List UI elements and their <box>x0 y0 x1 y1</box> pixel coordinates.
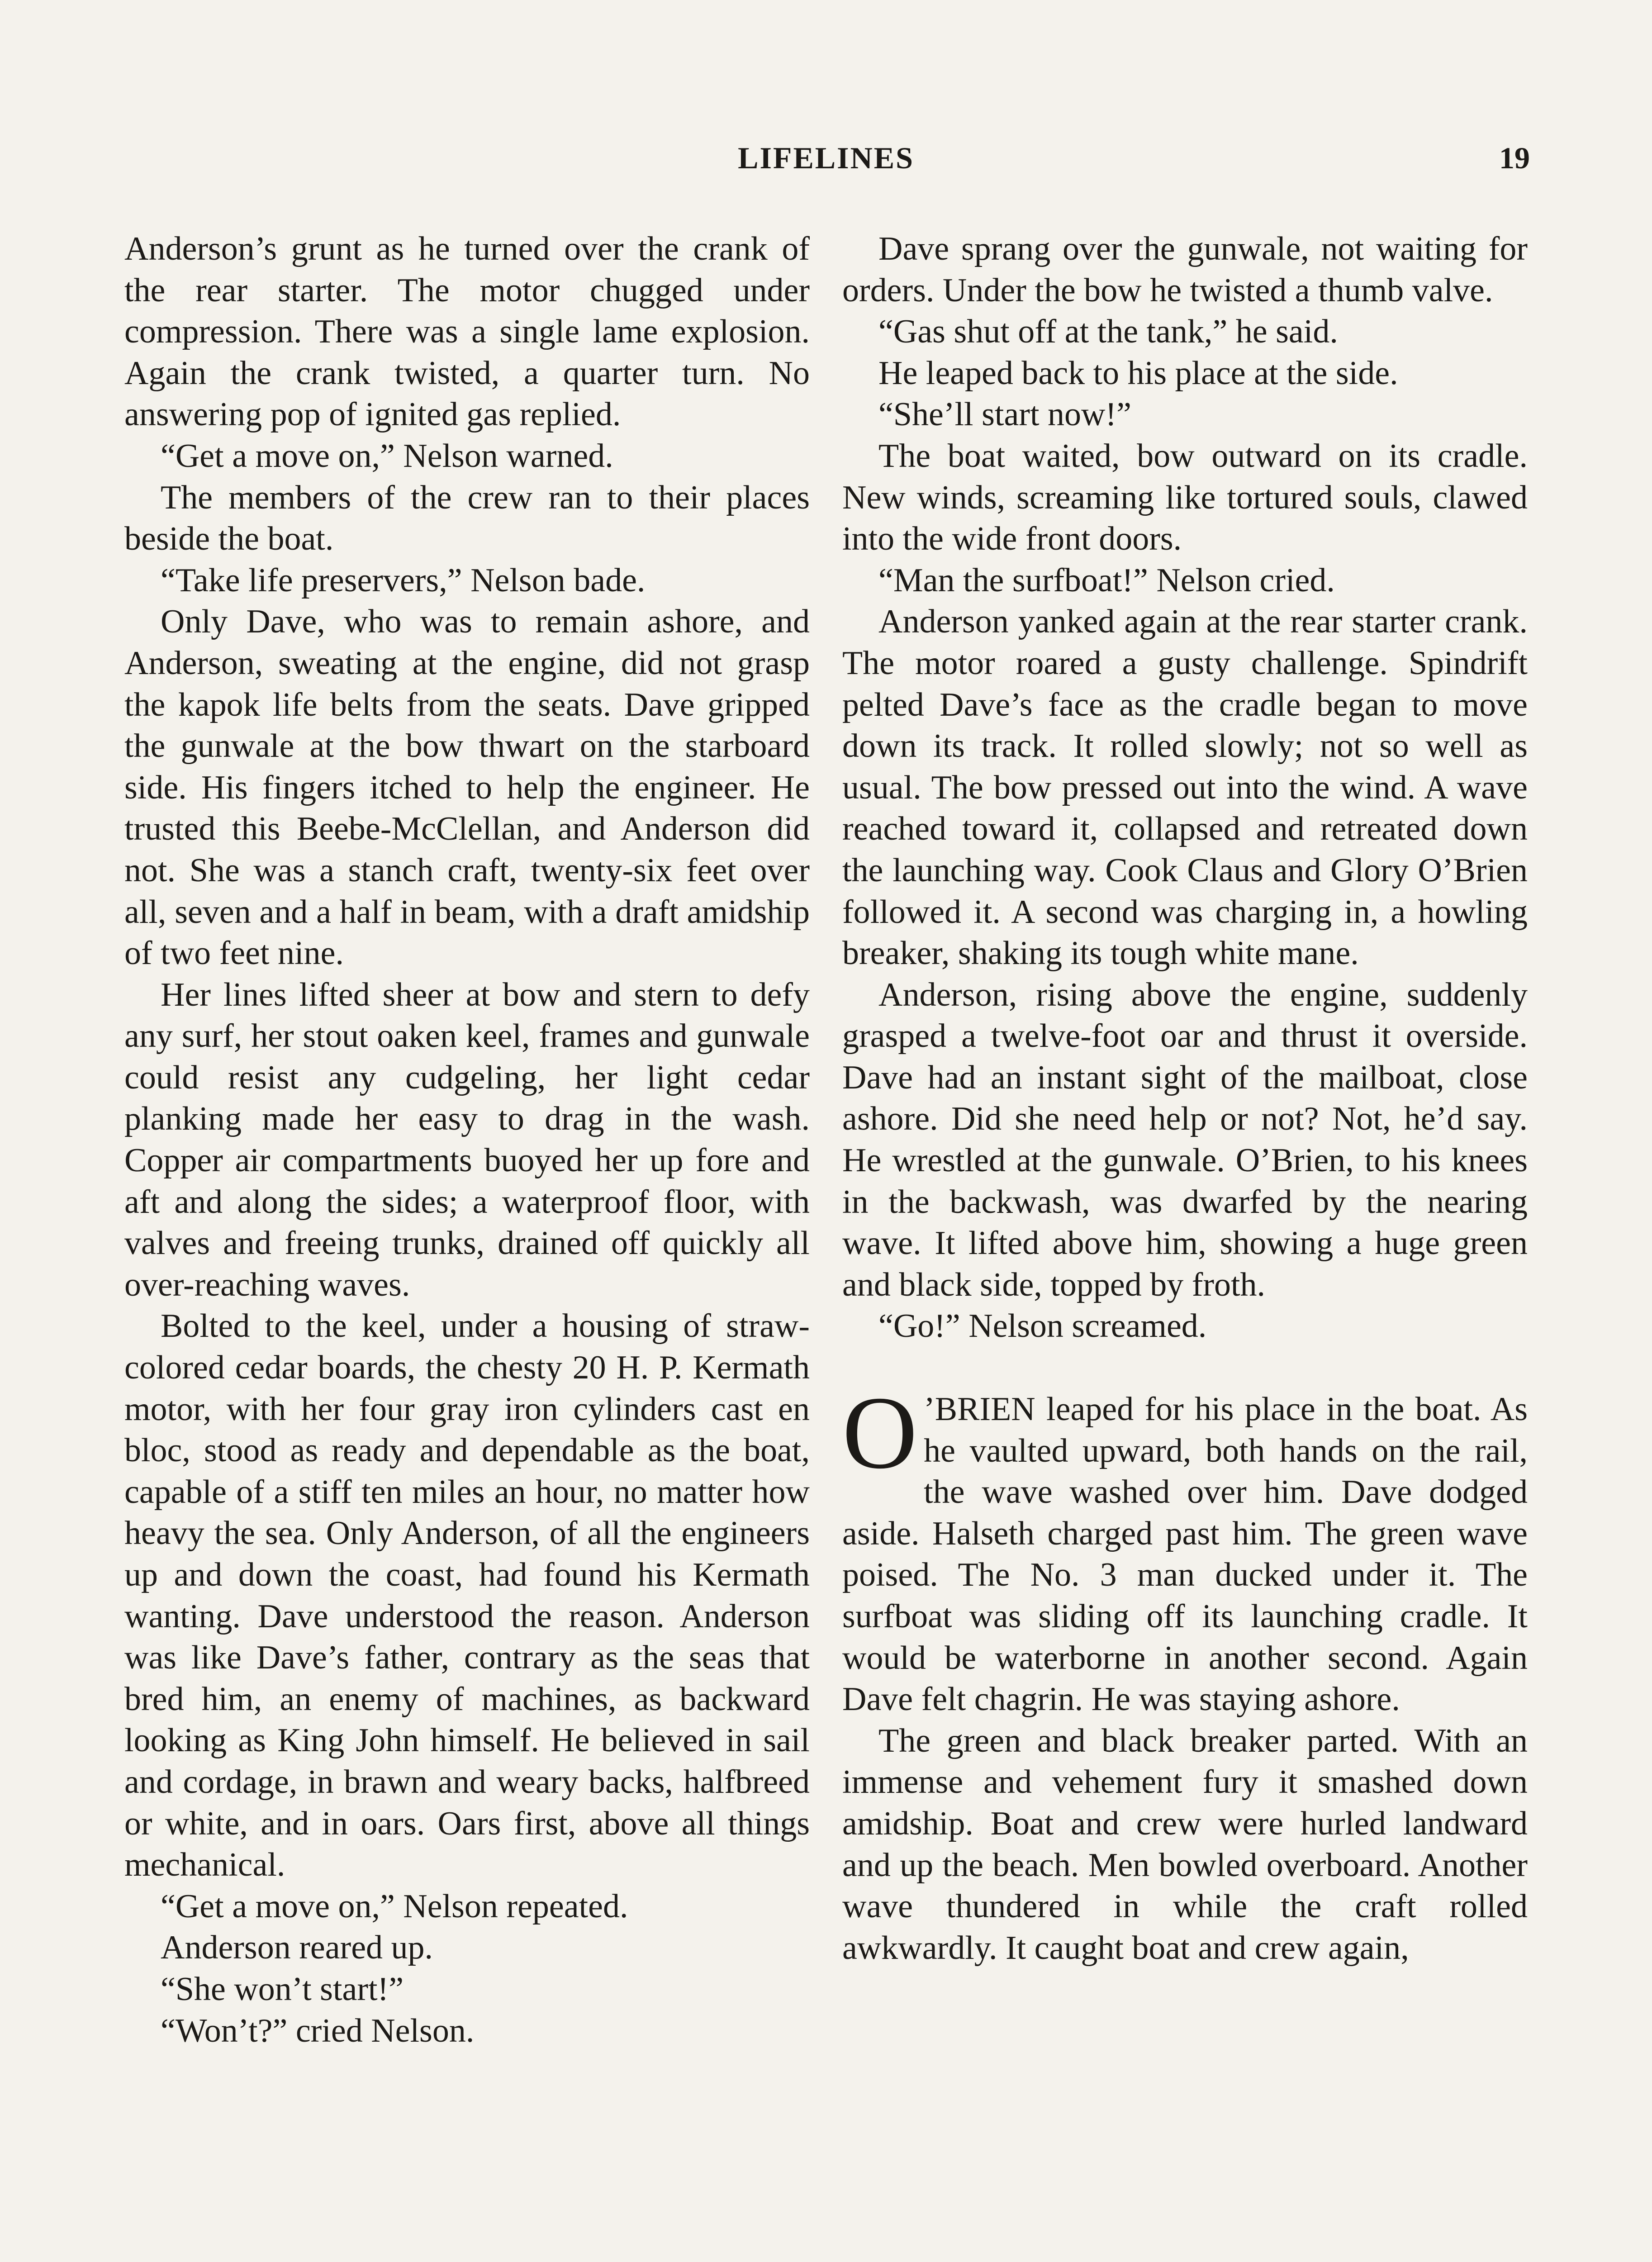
paragraph: Anderson reared up. <box>161 1929 433 1967</box>
paragraph: The members of the crew ran to their places beside the boat. <box>124 479 810 558</box>
paragraph: Dave sprang over the gunwale, not waiting for orders. Under the bow he twisted a thumb valve. <box>842 230 1528 309</box>
drop-cap: O <box>842 1375 918 1491</box>
section-opening-paragraph <box>842 1375 1528 1720</box>
page-number: 19 <box>1499 141 1530 175</box>
paragraph: The boat waited, bow outward on its cradle. New winds, screaming like tortured souls, clawed into the wide front doors. <box>842 437 1528 558</box>
paragraph: Only Dave, who was to remain ashore, and Anderson, sweating at the engine, did not grasp the kapok life belts from the seats. Dave gripped the gunwale at the bow thwart on the starboard side. His fingers itched to help the engineer. He trusted this Beebe-McClellan, and Anderson did not. She was a stanch craft, twenty-six feet over all, seven and a half in beam, with a draft amidship of two feet nine. <box>124 603 810 972</box>
paragraph: “She won’t start!” <box>161 1970 404 2008</box>
paragraph: The green and black breaker parted. With an immense and vehement fury it smashed down amidship. Boat and crew were hurled landward and up the beach. Men bowled overboard. Another wave thundered in while the craft rolled awkwardly. It caught boat and crew again, <box>842 1722 1528 1967</box>
left-column <box>124 228 810 2052</box>
paragraph: “Get a move on,” Nelson repeated. <box>161 1887 628 1925</box>
right-column <box>842 228 1528 1969</box>
paragraph: “Won’t?” cried Nelson. <box>161 2012 475 2049</box>
paragraph: “Man the surfboat!” Nelson cried. <box>878 561 1335 599</box>
running-title: LIFELINES <box>738 141 914 175</box>
paragraph: Anderson, rising above the engine, suddenly grasped a twelve-foot oar and thrust it overside. Dave had an instant sight of the mailboat, close ashore. Did she need help or not? Not, he’d say. He wrestled at the gunwale. O’Brien, to his knees in the backwash, was dwarfed by the nearing wave. It lifted above him, showing a huge green and black side, topped by froth. <box>842 976 1528 1303</box>
paragraph: Her lines lifted sheer at bow and stern to defy any surf, her stout oaken keel, frames and gunwale could resist any cudgeling, her light cedar planking made her easy to drag in the wash. Copper air compartments buoyed her up fore and aft and along the sides; a waterproof floor, with valves and freeing trunks, drained off quickly all over-reaching waves. <box>124 976 810 1303</box>
page-header <box>0 136 1652 190</box>
paragraph: Anderson yanked again at the rear starter crank. The motor roared a gusty challenge. Spindrift pelted Dave’s face as the cradle began to move down its track. It rolled slowly; not so well as usual. The bow pressed out into the wind. A wave reached toward it, collapsed and retreated down the launching way. Cook Claus and Glory O’Brien followed it. A second was charging in, a howling breaker, shaking its tough white mane. <box>842 603 1528 972</box>
section-opening-text: ’BRIEN leaped for his place in the boat. As he vaulted upward, both hands on the rail, the wave washed over him. Dave dodged aside. Halseth charged past him. The green wave poised. The No. 3 man ducked under it. The surfboat was sliding off its launching cradle. It would be waterborne in another second. Again Dave felt chagrin. He was staying ashore. <box>842 1391 1528 1718</box>
paragraph: “She’ll start now!” <box>878 396 1131 433</box>
paragraph: “Gas shut off at the tank,” he said. <box>878 313 1338 351</box>
paragraph: “Get a move on,” Nelson warned. <box>161 437 613 475</box>
paragraph: Anderson’s grunt as he turned over the crank of the rear starter. The motor chugged under compression. There was a single lame explosion. Again the crank twisted, a quarter turn. No answering pop of ignited gas replied. <box>124 230 810 433</box>
paragraph: Bolted to the keel, under a housing of straw-colored cedar boards, the chesty 20 H. P. Kermath motor, with her four gray iron cylinders cast en bloc, stood as ready and dependable as the boat, capable of a stiff ten miles an hour, no matter how heavy the sea. Only Anderson, of all the engineers up and down the coast, had found his Kermath wanting. Dave understood the reason. Anderson was like Dave’s father, contrary as the seas that bred him, an enemy of machines, as backward looking as King John himself. He believed in sail and cordage, in brawn and weary backs, halfbreed or white, and in oars. Oars first, above all things mechanical. <box>124 1307 810 1884</box>
paragraph: “Go!” Nelson screamed. <box>878 1307 1207 1345</box>
paragraph: He leaped back to his place at the side. <box>878 354 1398 392</box>
paragraph: “Take life preservers,” Nelson bade. <box>161 561 646 599</box>
